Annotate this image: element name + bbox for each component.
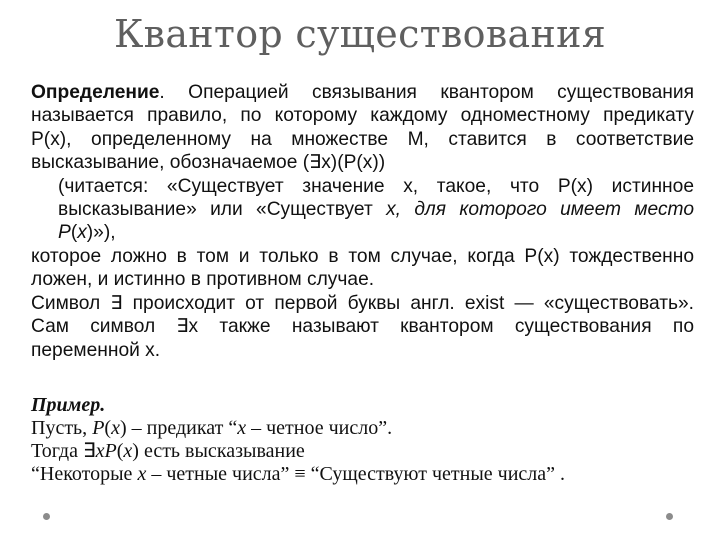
example-line-2: Тогда ∃xP(x) есть высказывание [31,440,305,462]
definition-line-3: Р(х), определенному на множестве М, ставится в соответствие [31,128,694,150]
bullet-dot-right [666,513,673,520]
symbol-line-1: Символ ∃ происходит от первой буквы англ. exist — «существовать». [31,293,694,314]
definition-line-5: (читается: «Существует значение х, такое, что Р(х) истинное [58,175,694,197]
slide-title: Квантор существования [113,12,607,56]
definition-paragraph [31,81,694,292]
definition-label: Определение [31,82,160,103]
symbol-line-2: Сам символ ∃х также называют квантором существования по [31,316,694,338]
definition-line-6: высказывание» или «Существует x, для которого имеет место P(x)»), [58,199,694,244]
example-line-3: “Некоторые x – четные числа” ≡ “Существуют четные числа” . [31,463,566,485]
example-line-1: Пусть, P(x) – предикат “x – четное число”. [31,417,393,439]
definition-line-2: называется правило, по которому каждому одноместному предикату [31,105,694,127]
definition-line-4: высказывание, обозначаемое (∃х)(Р(х)) [31,152,386,174]
definition-line-1: Определение. Операцией связывания квантором существования [31,82,694,103]
example-heading: Пример. [31,394,106,416]
definition-line-8: ложен, и истинно в противном случае. [31,269,375,291]
bullet-dot-left [43,513,50,520]
symbol-paragraph [31,292,694,362]
example-block [31,394,694,486]
symbol-line-3: переменной х. [31,339,161,361]
definition-line-7: которое ложно в том и только в том случае, когда Р(х) тождественно [31,245,694,267]
